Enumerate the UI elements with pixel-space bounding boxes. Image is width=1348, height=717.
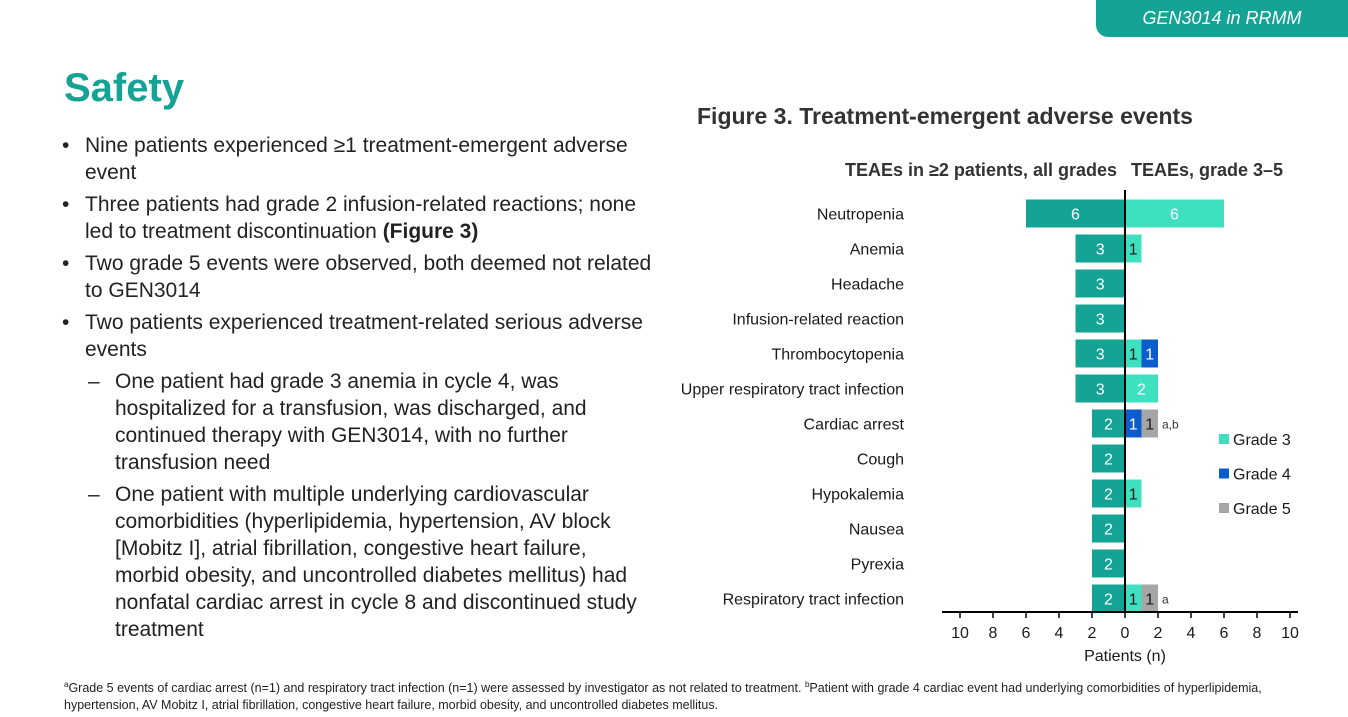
bullet-bold-ref: (Figure 3) bbox=[382, 220, 479, 243]
left-panel-header: TEAEs in ≥2 patients, all grades bbox=[845, 160, 1117, 180]
footnote-b-mark: b bbox=[804, 679, 810, 689]
category-label: Upper respiratory tract infection bbox=[680, 381, 904, 399]
bar-all-grades-label: 2 bbox=[1104, 486, 1113, 504]
bar-all-grades-label: 2 bbox=[1104, 556, 1113, 574]
bar-annotation: a,b bbox=[1162, 417, 1179, 432]
right-panel-header: TEAEs, grade 3–5 bbox=[1131, 160, 1284, 180]
footnote-a-text: Grade 5 events of cardiac arrest (n=1) and respiratory tract infection (n=1) were assessed by investigator as not related to treatment. bbox=[68, 681, 805, 695]
bar-grade-4-label: 1 bbox=[1145, 346, 1155, 364]
footnote bbox=[64, 680, 1294, 714]
x-tick-label: 2 bbox=[1087, 625, 1097, 642]
bar-all-grades-label: 2 bbox=[1104, 451, 1113, 469]
bullet-text: Two patients experienced treatment-related serious adverse events bbox=[85, 311, 643, 361]
x-tick-label: 6 bbox=[1219, 625, 1229, 642]
slide-title: Safety bbox=[64, 66, 185, 110]
category-label: Hypokalemia bbox=[811, 486, 904, 504]
bullet-text: One patient with multiple underlying cardiovascular comorbidities (hyperlipidemia, hypertension, AV block [Mobitz I], atrial fibrillation, congestive heart failure, morbid obesity, and uncontrolled diabetes mellitus) had nonfatal cardiac arrest in cycle 8 and discontinued study treatment bbox=[115, 483, 637, 641]
bar-grade-5-label: 1 bbox=[1145, 591, 1155, 609]
bar-grade-3-label: 1 bbox=[1128, 591, 1138, 609]
bar-grade-5-label: 1 bbox=[1145, 416, 1155, 434]
legend-label: Grade 4 bbox=[1233, 466, 1291, 484]
figure-title: Figure 3. Treatment-emergent adverse events bbox=[697, 103, 1193, 129]
x-axis-title: Patients (n) bbox=[1084, 648, 1166, 665]
bar-all-grades-label: 3 bbox=[1095, 276, 1105, 294]
legend-swatch bbox=[1219, 434, 1229, 444]
bar-all-grades-label: 2 bbox=[1104, 591, 1113, 609]
legend-label: Grade 5 bbox=[1233, 501, 1291, 518]
category-label: Cardiac arrest bbox=[803, 416, 904, 434]
bar-all-grades-label: 3 bbox=[1095, 381, 1105, 399]
x-tick-label: 0 bbox=[1120, 625, 1130, 642]
x-tick-label: 6 bbox=[1021, 625, 1031, 642]
x-tick-label: 8 bbox=[1252, 625, 1262, 642]
bar-grade-3-label: 1 bbox=[1128, 346, 1138, 364]
category-label: Cough bbox=[856, 451, 904, 469]
bar-grade-3-label: 1 bbox=[1128, 486, 1138, 504]
bar-all-grades-label: 3 bbox=[1095, 241, 1105, 259]
bar-grade-3-label: 2 bbox=[1137, 381, 1146, 399]
category-label: Anemia bbox=[849, 241, 904, 259]
bar-all-grades-label: 6 bbox=[1071, 206, 1080, 224]
legend-label: Grade 3 bbox=[1233, 432, 1291, 449]
category-label: Respiratory tract infection bbox=[722, 591, 904, 609]
category-label: Thrombocytopenia bbox=[771, 346, 904, 364]
bullet-text: One patient had grade 3 anemia in cycle 4, was hospitalized for a transfusion, was discharged, and continued therapy with GEN3014, with no further transfusion need bbox=[115, 370, 587, 474]
category-label: Infusion-related reaction bbox=[732, 311, 904, 329]
x-tick-label: 8 bbox=[988, 625, 998, 642]
bar-all-grades-label: 3 bbox=[1095, 311, 1105, 329]
footnote-a-mark: a bbox=[64, 679, 69, 689]
legend-swatch bbox=[1219, 469, 1229, 479]
x-tick-label: 10 bbox=[951, 625, 969, 642]
x-tick-label: 2 bbox=[1153, 625, 1163, 642]
footnote-b-text: Patient with grade 4 cardiac event had underlying comorbidities of hyperlipidemia, hypertension, AV Mobitz I, atrial fibrillation, congestive heart failure, morbid obesity, and uncontrolled diabetes mellitus. bbox=[64, 681, 1262, 712]
bullet-text: Nine patients experienced ≥1 treatment-emergent adverse event bbox=[85, 134, 628, 184]
bullet-text: Two grade 5 events were observed, both deemed not related to GEN3014 bbox=[85, 252, 652, 302]
bar-all-grades-label: 2 bbox=[1104, 416, 1113, 434]
category-label: Headache bbox=[831, 276, 904, 294]
bar-all-grades-label: 2 bbox=[1104, 521, 1113, 539]
bar-grade-3-label: 1 bbox=[1128, 241, 1138, 259]
bar-grade-3-label: 6 bbox=[1170, 206, 1179, 224]
bar-all-grades-label: 3 bbox=[1095, 346, 1105, 364]
category-label: Pyrexia bbox=[850, 556, 904, 574]
legend-swatch bbox=[1219, 503, 1229, 513]
bar-annotation: a bbox=[1162, 592, 1169, 607]
x-tick-label: 4 bbox=[1054, 625, 1064, 642]
category-label: Neutropenia bbox=[816, 206, 904, 224]
x-tick-label: 4 bbox=[1186, 625, 1196, 642]
x-tick-label: 10 bbox=[1281, 625, 1299, 642]
deck-tag: GEN3014 in RRMM bbox=[1096, 0, 1348, 37]
category-label: Nausea bbox=[848, 521, 904, 539]
bullet-text: Three patients had grade 2 infusion-related reactions; none led to treatment discontinuation bbox=[85, 193, 637, 243]
bar-grade-4-label: 1 bbox=[1128, 416, 1138, 434]
